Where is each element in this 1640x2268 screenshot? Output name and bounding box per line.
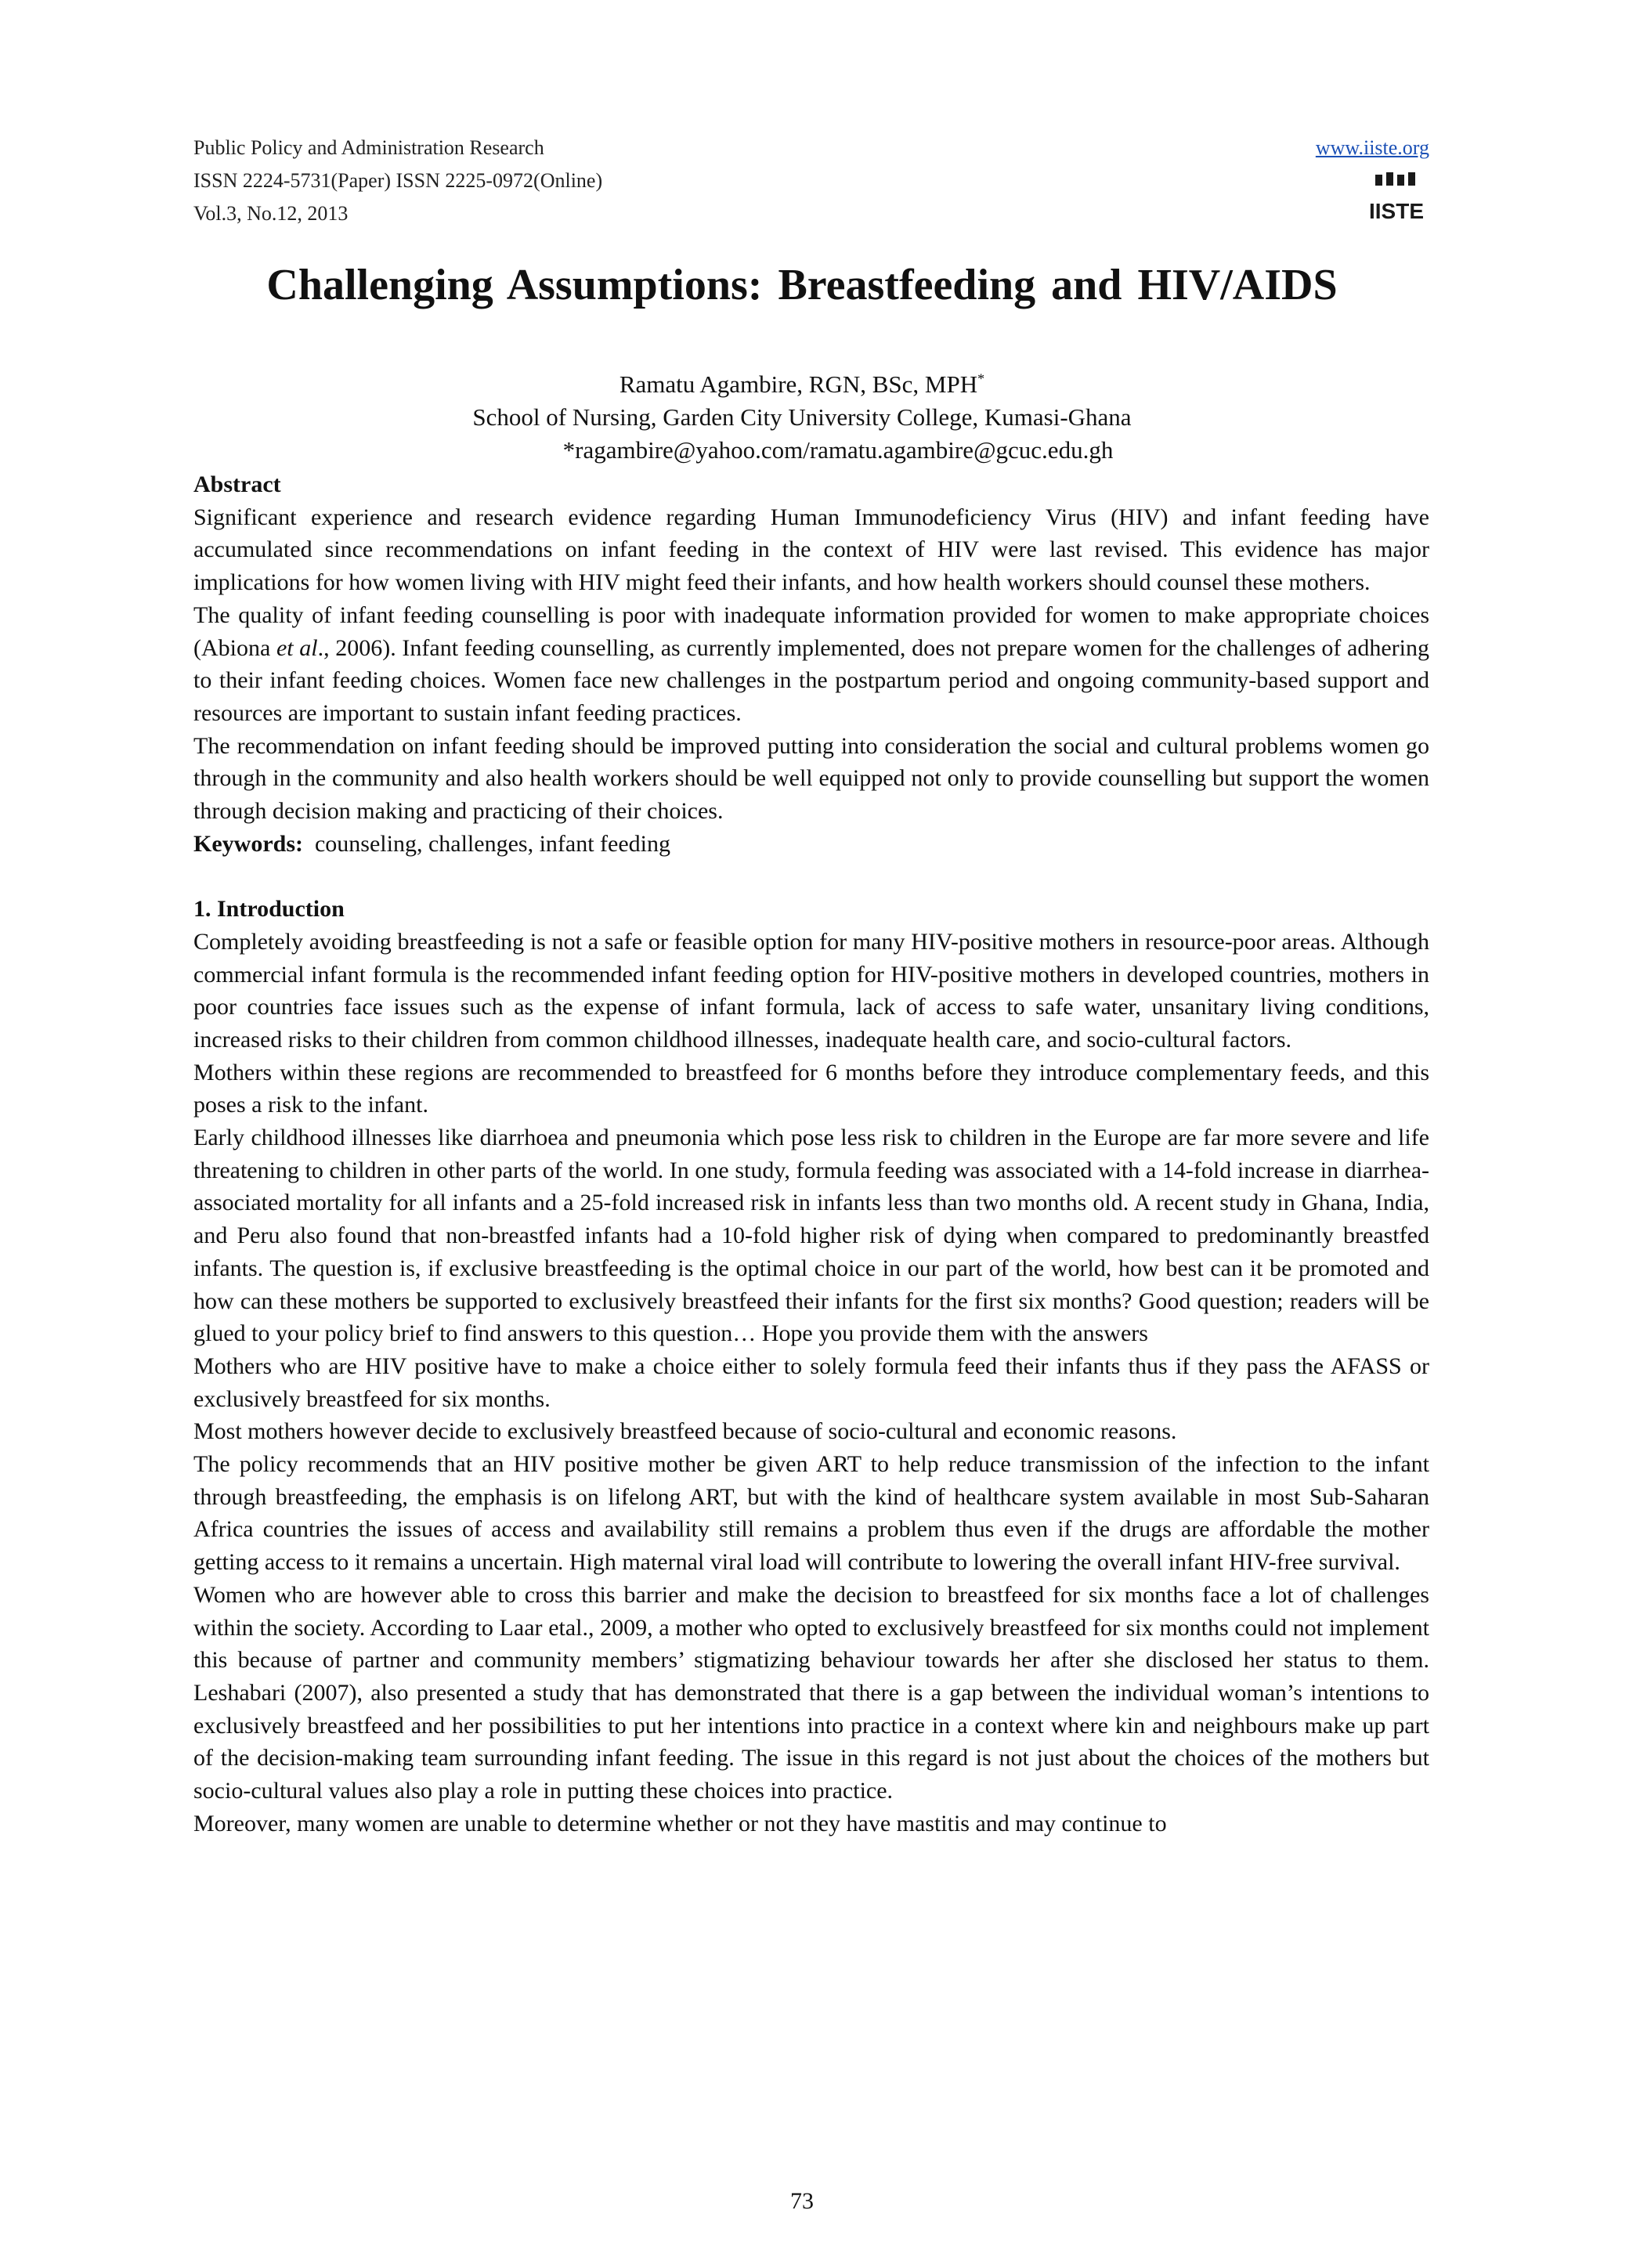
logo-text: IISTE: [1368, 199, 1425, 223]
intro-paragraph: Women who are however able to cross this barrier and make the decision to breastfeed for six months face a lot of challenges within the society. According to Laar etal., 2009, a mother who opted to exclusively breastfeed for six months could not implement this because of partner and community members’ stigmatizing behaviour towards her after she disclosed her status to them. Leshabari (2007), also presented a study that has demonstrated that there is a gap between the individual woman’s intentions to exclusively breastfeed and her possibilities to put her intentions into practice in a context where kin and neighbours make up part of the decision-making team surrounding infant feeding. The issue in this regard is not just about the choices of the mothers but socio-cultural values also play a role in putting these choices into practice.: [193, 1581, 1429, 1804]
abstract-text: The quality of infant feeding counselling is poor with inadequate information provided for women to make appropriate choices (Abiona: [193, 601, 1429, 661]
author-line: [0, 368, 1604, 401]
abstract-paragraph: Significant experience and research evidence regarding Human Immunodeficiency Virus (HIV) and infant feeding have accumulated since recommendations on infant feeding in the context of HIV were last revised. This evidence has major implications for how women living with HIV might feed their infants, and how health workers should counsel these mothers.: [193, 504, 1429, 596]
intro-paragraph: Completely avoiding breastfeeding is not a safe or feasible option for many HIV-positive mothers in resource-poor areas. Although commercial infant formula is the recommended infant feeding option for HIV-positive mothers in developed countries, mothers in poor countries face issues such as the expense of infant formula, lack of access to safe water, unsanitary living conditions, increased risks to their children from common childhood illnesses, inadequate health care, and socio-cultural factors.: [193, 928, 1429, 1053]
keywords-list: counseling, challenges, infant feeding: [314, 830, 670, 857]
intro-paragraph: Early childhood illnesses like diarrhoea and pneumonia which pose less risk to children in the Europe are far more severe and life threatening to children in other parts of the world. In one study, formula feeding was associated with a 14-fold increase in diarrhea-associated mortality for all infants and a 25-fold increased risk in infants less than two months old. A recent study in Ghana, India, and Peru also found that non-breastfed infants had a 10-fold higher risk of dying when compared to predominantly breastfed infants. The question is, if exclusive breastfeeding is the optimal choice in our part of the world, how best can it be promoted and how can these mothers be supported to exclusively breastfeed their infants for the first six months? Good question; readers will be glued to your policy brief to find answers to this question… Hope you provide them with the answers: [193, 1125, 1429, 1347]
author-email: *ragambire@yahoo.com/ramatu.agambire@gcuc.edu.gh: [562, 436, 1114, 464]
keywords-label: Keywords:: [193, 830, 303, 857]
iiste-logo-icon: [1368, 172, 1425, 225]
journal-website-link[interactable]: www.iiste.org: [1315, 136, 1429, 159]
issn-line: ISSN 2224-5731(Paper) ISSN 2225-0972(Online): [193, 169, 603, 192]
section-gap: [193, 860, 1429, 893]
volume-line: Vol.3, No.12, 2013: [193, 202, 349, 225]
keywords-line: [193, 828, 1429, 861]
page-number: 73: [790, 2188, 814, 2214]
author-affiliation: School of Nursing, Garden City University College, Kumasi-Ghana: [472, 403, 1132, 431]
author-mark: *: [977, 370, 985, 387]
journal-name: Public Policy and Administration Research: [193, 136, 544, 159]
section-heading-introduction: 1. Introduction: [193, 896, 345, 923]
author-name: Ramatu Agambire, RGN, BSc, MPH: [619, 370, 978, 398]
intro-paragraph: Most mothers however decide to exclusively breastfeed because of socio-cultural and economic reasons.: [193, 1418, 1177, 1445]
abstract-paragraph: The recommendation on infant feeding should be improved putting into consideration the social and cultural problems women go through in the community and also health workers should be well equipped not only to provide counselling but support the women through decision making and practicing of their choices.: [193, 732, 1429, 825]
intro-paragraph: The policy recommends that an HIV positive mother be given ART to help reduce transmission of the infection to the infant through breastfeeding, the emphasis is on lifelong ART, but with the kind of healthcare system available in most Sub-Saharan Africa countries the issues of access and availability still remains a problem thus even if the drugs are affordable the mother getting access to it remains a uncertain. High maternal viral load will contribute to lowering the overall infant HIV-free survival.: [193, 1451, 1429, 1576]
abstract-text: ., 2006). Infant feeding counselling, as currently implemented, does not prepare women for the challenges of adhering to their infant feeding choices. Women face new challenges in the postpartum period and ongoing community-based support and resources are important to sustain infant feeding practices.: [193, 634, 1430, 726]
intro-paragraph: Moreover, many women are unable to determine whether or not they have mastitis and may continue to: [193, 1810, 1167, 1836]
abstract-paragraph: [193, 599, 1429, 730]
paper-title: Challenging Assumptions: Breastfeeding and HIV/AIDS: [266, 261, 1338, 309]
article-body: [193, 468, 1429, 1840]
abstract-italic-text: et al: [276, 634, 318, 661]
intro-paragraph: Mothers within these regions are recommended to breastfeed for 6 months before they introduce complementary feeds, and this poses a risk to the infant.: [193, 1059, 1429, 1118]
intro-paragraph: Mothers who are HIV positive have to make a choice either to solely formula feed their infants thus if they pass the AFASS or exclusively breastfeed for six months.: [193, 1352, 1429, 1412]
abstract-heading: Abstract: [193, 471, 281, 497]
